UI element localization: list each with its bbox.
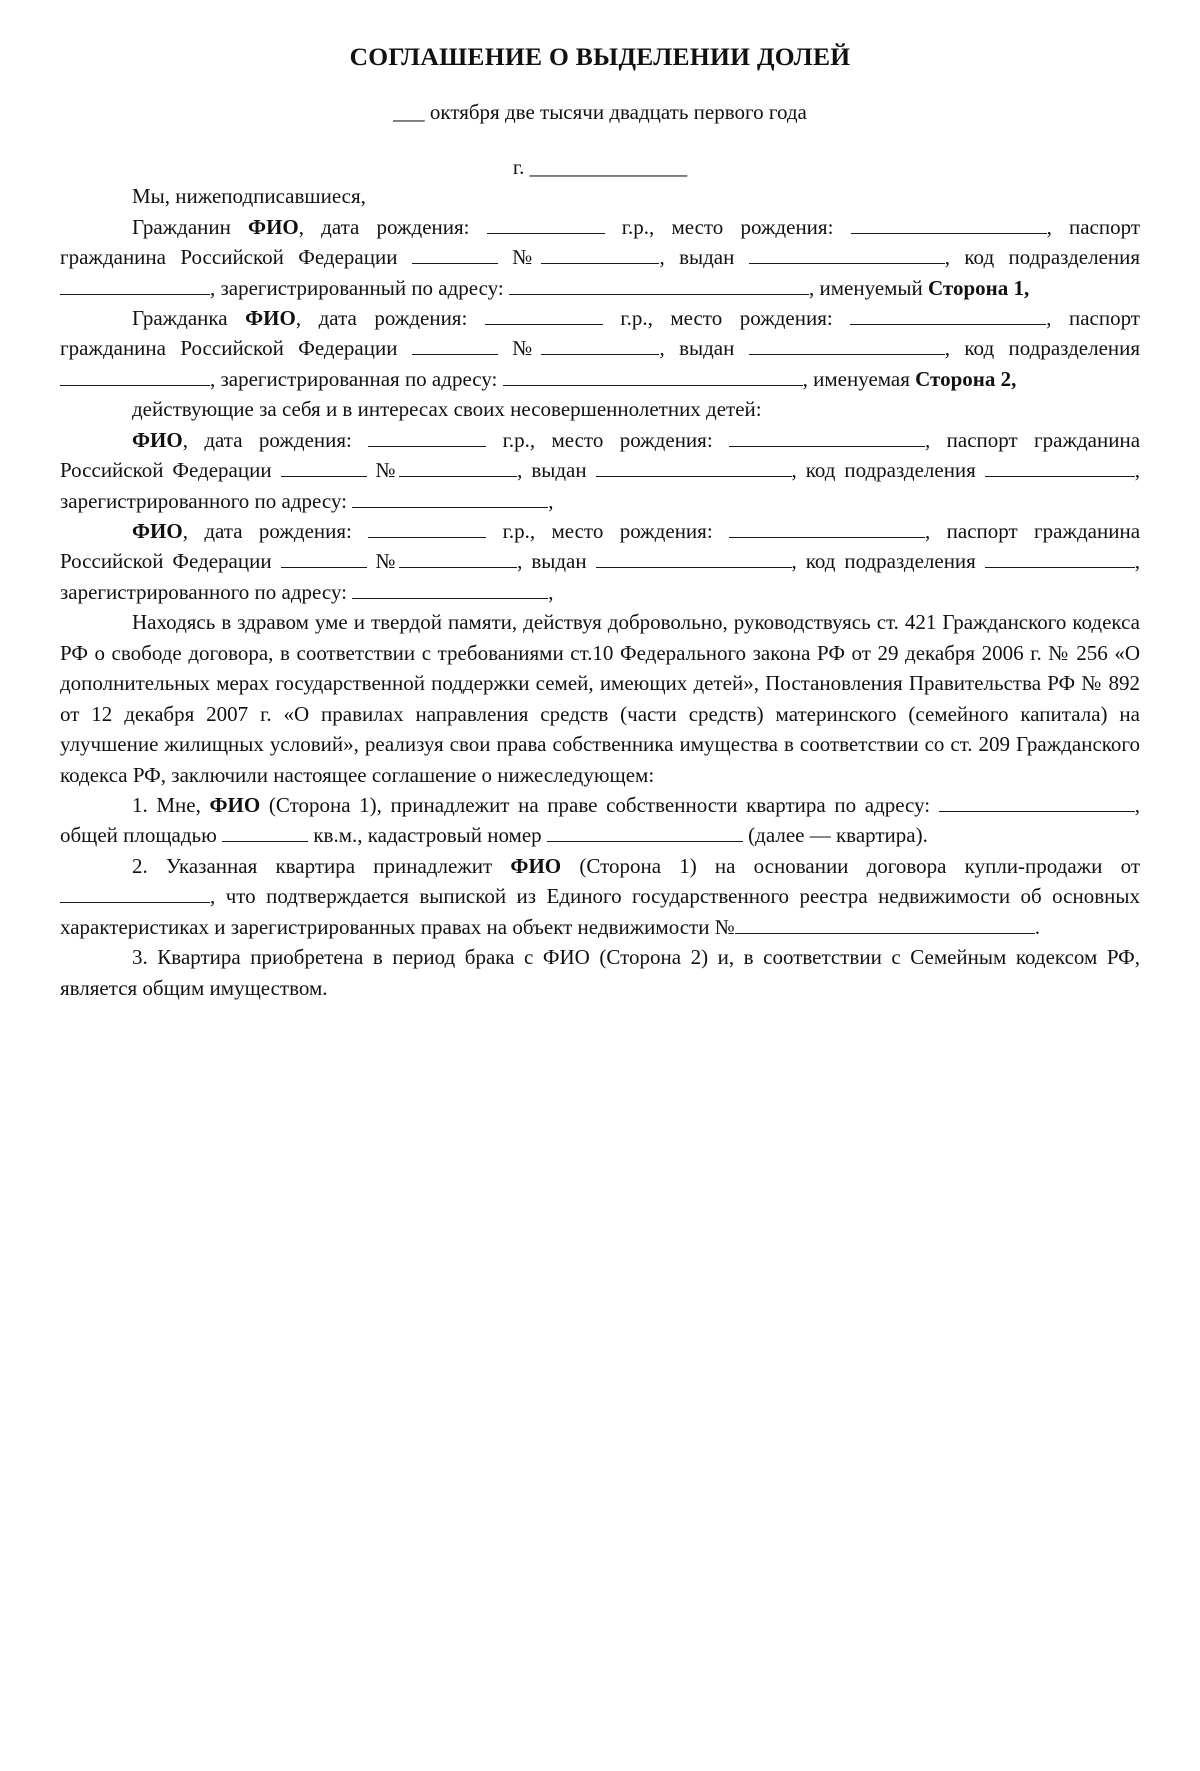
child2-passport-number-blank[interactable] <box>399 546 517 568</box>
party1-seg6: , код подразделения <box>944 245 1141 270</box>
child1-seg4: № <box>375 458 400 483</box>
party1-prefix: Гражданин <box>132 214 231 239</box>
clause-1-seg4: (далее — квартира). <box>748 823 928 848</box>
child2-department-code-blank[interactable] <box>985 546 1135 568</box>
child1-seg1: , дата рождения: <box>182 427 352 452</box>
clause-1-seg1: (Сторона 1), принадлежит на праве собственности квартира по адресу: <box>268 792 931 817</box>
child2-seg8: , <box>548 579 554 604</box>
child2-paragraph <box>60 516 1140 607</box>
child1-seg8: , <box>548 488 554 513</box>
party1-seg2: г.р., место рождения: <box>621 214 834 239</box>
clause-1-area-blank[interactable] <box>222 820 308 842</box>
intro-paragraph <box>60 181 1140 211</box>
party1-passport-number-blank[interactable] <box>541 242 659 264</box>
child1-department-code-blank[interactable] <box>985 455 1135 477</box>
party2-seg1: , дата рождения: <box>295 305 468 330</box>
clause-2-number: 2. Указанная квартира принадлежит <box>132 853 493 878</box>
party2-seg6: , код подразделения <box>944 336 1141 361</box>
clause-1-seg2: , общей площадью <box>60 792 1141 848</box>
clause-1-number: 1. Мне, <box>132 792 201 817</box>
party1-seg1: , дата рождения: <box>298 214 470 239</box>
child1-passport-series-blank[interactable] <box>281 455 367 477</box>
party2-name: ФИО <box>245 305 296 330</box>
party2-birthplace-blank[interactable] <box>850 303 1046 325</box>
clause-2-seg3: . <box>1034 914 1041 939</box>
clause-2-seg2: , что подтверждается выпиской из Единого государственного реестра недвижимости об основных характеристиках и зарегистрированных правах на объект недвижимости № <box>60 884 1140 939</box>
child1-birthdate-blank[interactable] <box>368 425 486 447</box>
document-date-line: ___ октября две тысячи двадцать первого года <box>393 99 807 124</box>
child1-passport-issued-blank[interactable] <box>596 455 792 477</box>
child1-seg2: г.р., место рождения: <box>502 427 713 452</box>
document-city-line: г. _______________ <box>512 154 688 179</box>
child1-name: ФИО <box>132 427 183 452</box>
party1-paragraph <box>60 212 1140 303</box>
party1-passport-issued-blank[interactable] <box>749 242 945 264</box>
party1-birthdate-blank[interactable] <box>487 212 605 234</box>
party1-passport-series-blank[interactable] <box>412 242 498 264</box>
party1-name: ФИО <box>248 214 299 239</box>
child1-paragraph <box>60 425 1140 516</box>
party2-seg7: , зарегистрированная по адресу: <box>210 366 498 391</box>
clause-1-seg3: кв.м., кадастровый номер <box>313 823 542 848</box>
child1-seg5: , выдан <box>517 458 587 483</box>
child2-passport-issued-blank[interactable] <box>596 546 792 568</box>
party2-seg3: , паспорт гражданина Российской Федерации <box>60 305 1140 361</box>
child2-birthdate-blank[interactable] <box>368 516 486 538</box>
child1-address-blank[interactable] <box>352 486 548 508</box>
child2-seg3: , паспорт гражданина Российской Федерации <box>60 519 1141 574</box>
party1-seg4: № <box>512 245 542 270</box>
clause-1-address-blank[interactable] <box>939 790 1135 812</box>
party1-seg7: , зарегистрированный по адресу: <box>210 275 504 300</box>
child1-seg6: , код подразделения <box>791 458 976 483</box>
clause-2-egrn-number-blank[interactable] <box>735 912 1035 934</box>
party1-department-code-blank[interactable] <box>60 273 210 295</box>
child1-seg7: , зарегистрированного по адресу: <box>60 458 1141 513</box>
child2-seg7: , зарегистрированного по адресу: <box>60 549 1141 604</box>
party2-seg8: , именуемая <box>802 366 910 391</box>
child1-passport-number-blank[interactable] <box>399 455 517 477</box>
party2-department-code-blank[interactable] <box>60 364 210 386</box>
party2-role: Сторона 2, <box>915 366 1017 391</box>
party2-birthdate-blank[interactable] <box>485 303 603 325</box>
child2-seg6: , код подразделения <box>791 549 976 574</box>
clause-2-paragraph <box>60 851 1140 942</box>
party1-seg3: , паспорт гражданина Российской Федерации <box>60 214 1140 270</box>
clause-1-paragraph <box>60 790 1140 851</box>
party1-address-blank[interactable] <box>509 273 809 295</box>
clause-2-seg1: (Сторона 1) на основании договора купли-продажи от <box>579 853 1141 878</box>
party1-seg5: , выдан <box>659 245 735 270</box>
clause-2-name: ФИО <box>510 853 562 878</box>
clause-1-name: ФИО <box>209 792 261 817</box>
child2-seg5: , выдан <box>517 549 587 574</box>
child2-passport-series-blank[interactable] <box>281 546 367 568</box>
child1-birthplace-blank[interactable] <box>729 425 925 447</box>
clause-3-paragraph: 3. Квартира приобретена в период брака с ФИО (Сторона 2) и, в соответствии с Семейным кодексом РФ, является общим имуществом. <box>60 945 1140 1000</box>
child2-name: ФИО <box>132 519 183 543</box>
party1-seg8: , именуемый <box>809 275 923 300</box>
child2-seg4: № <box>375 549 400 574</box>
child2-address-blank[interactable] <box>352 577 548 599</box>
intro-text: Мы, нижеподписавшиеся, <box>132 184 366 209</box>
child2-birthplace-blank[interactable] <box>729 516 925 538</box>
preamble-paragraph: Находясь в здравом уме и твердой памяти, действуя добровольно, руководствуясь ст. 421 Гражданского кодекса РФ о свободе договора, в соответствии с требованиями ст.10 Федерального закона РФ от 29 декабря 2006 г. № 256 «О дополнительных мерах государственной поддержки семей, имеющих детей», Постановления Правительства РФ № 892 от 12 декабря 2007 г. «О правилах направления средств (части средств) материнского (семейного капитала) на улучшение жилищных условий», реализуя свои права собственника имущества в соответствии со ст. 209 Гражданского кодекса РФ, заключили настоящее соглашение о нижеследующем: <box>60 610 1140 787</box>
party2-prefix: Гражданка <box>132 305 228 330</box>
party2-seg5: , выдан <box>659 336 735 361</box>
party2-paragraph <box>60 303 1140 394</box>
clause-2-contract-date-blank[interactable] <box>60 881 210 903</box>
page-title: СОГЛАШЕНИЕ О ВЫДЕЛЕНИИ ДОЛЕЙ <box>349 42 851 71</box>
party2-passport-number-blank[interactable] <box>541 333 659 355</box>
children-intro-text: действующие за себя и в интересах своих несовершеннолетних детей: <box>132 397 762 422</box>
children-intro-paragraph <box>60 394 1140 424</box>
party1-birthplace-blank[interactable] <box>851 212 1047 234</box>
party2-passport-series-blank[interactable] <box>412 333 498 355</box>
party2-passport-issued-blank[interactable] <box>749 333 945 355</box>
party2-address-blank[interactable] <box>503 364 803 386</box>
party2-seg2: г.р., место рождения: <box>620 305 833 330</box>
clause-1-cadastral-number-blank[interactable] <box>547 820 743 842</box>
party2-seg4: № <box>512 336 542 361</box>
child1-seg3: , паспорт гражданина Российской Федерации <box>60 427 1141 483</box>
child2-seg2: г.р., место рождения: <box>502 519 713 543</box>
party1-role: Сторона 1, <box>928 275 1030 300</box>
child2-seg1: , дата рождения: <box>182 519 352 543</box>
